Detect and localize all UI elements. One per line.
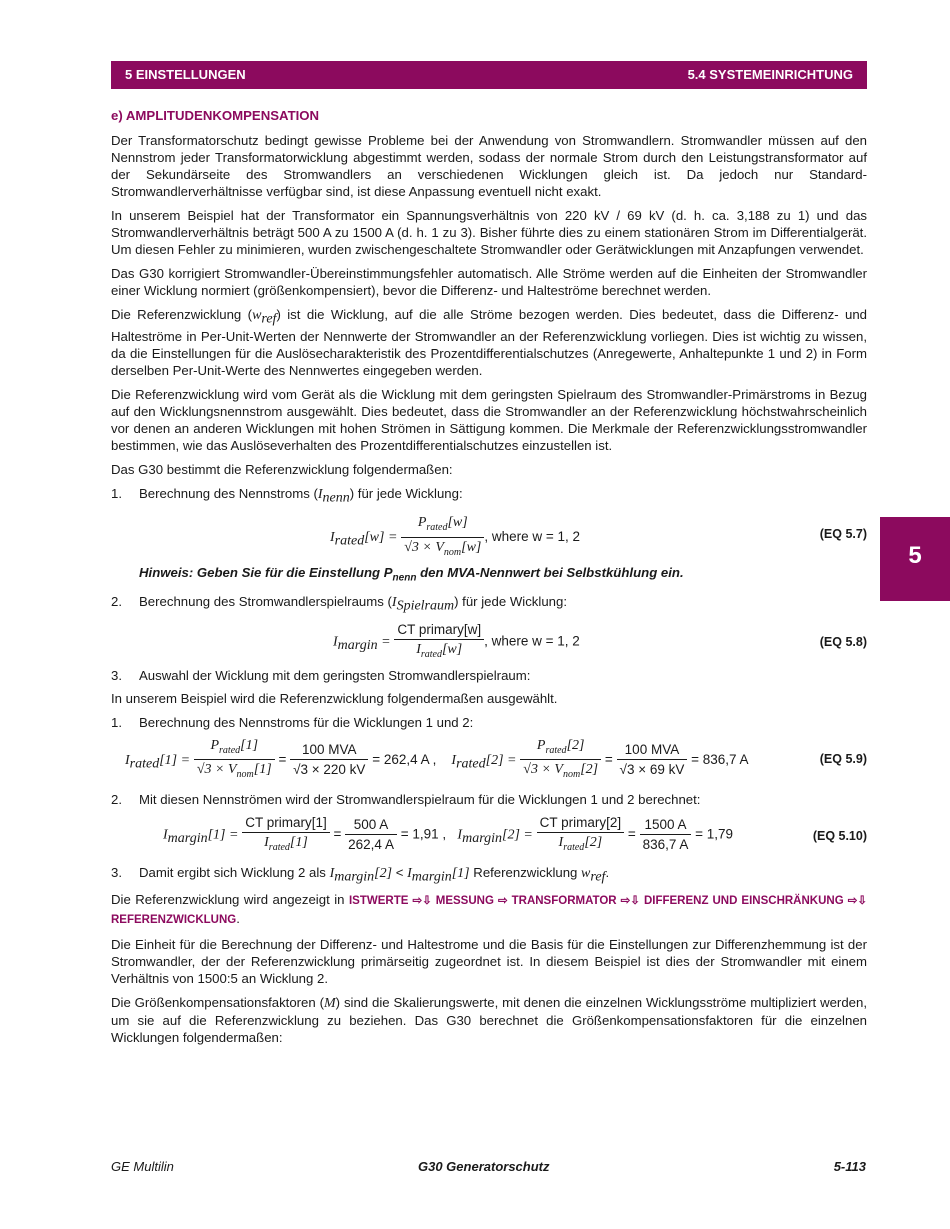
math-text: < <box>392 864 408 880</box>
math-sub: rated <box>334 533 365 549</box>
math-text: = 1,91 , <box>400 826 447 842</box>
list-item: 3. Damit ergibt sich Wicklung 2 als $I_{margin}[2] < I_{margin}[1]$ Referenzwicklung $w_{ref}$. <box>111 864 610 885</box>
math-sub: nenn <box>322 490 350 506</box>
math-sub: margin <box>411 869 452 885</box>
math-var: M <box>324 996 336 1012</box>
math-var: I <box>329 865 335 881</box>
math-var: I <box>163 827 168 843</box>
math-sub: rated <box>420 648 442 660</box>
numerator: $P_{rated}[1]$ <box>194 737 275 761</box>
math-text: , where w = 1, 2 <box>484 633 580 649</box>
numerator: CT primary[1] <box>242 814 330 833</box>
math-var: I <box>416 641 421 657</box>
math-sub: rated <box>456 756 486 772</box>
note <box>139 564 867 587</box>
math-sub: margin <box>167 830 208 846</box>
fraction <box>290 741 368 778</box>
fraction <box>640 816 692 853</box>
math-sub: nenn <box>392 572 417 584</box>
math-sub: ref <box>261 311 277 327</box>
math-sub: Spielraum <box>396 598 455 614</box>
math-text: , where w = 1, 2 <box>484 529 581 545</box>
equation-label: (EQ 5.10) <box>812 828 867 843</box>
denominator: √3 × 220 kV <box>293 762 366 778</box>
math-text: √3 × <box>523 762 555 778</box>
denominator: $I_{rated}[2]$ <box>558 834 603 853</box>
math-var: I <box>391 594 397 610</box>
math-var: P <box>383 565 393 581</box>
text-span: Damit ergibt sich Wicklung 2 als <box>139 864 330 880</box>
math-text: [2] <box>584 834 603 850</box>
math-sub: margin <box>334 869 375 885</box>
fraction <box>394 621 484 663</box>
math-text: = 262,4 A , <box>372 751 437 767</box>
text-span: Die Größenkompensationsfaktoren ( <box>111 995 324 1011</box>
paragraph <box>111 994 867 1046</box>
paragraph: Die Einheit für die Berechnung der Differenz- und Haltestrome und die Basis für die Einstellungen zur Differenzhemmung ist der Stromwandler, der der Referenzwicklung primärseitig zugeordnet ist. In diesem Beispiel ist dies der Stromwandler mit einem Verhältnis von 1500:5 an Wicklung 2. <box>111 937 867 987</box>
list-item <box>111 485 867 507</box>
menu-path-item[interactable]: ISTWERTE <box>348 895 409 908</box>
header-chapter: 5 EINSTELLUNGEN <box>125 67 246 82</box>
equation-label: (EQ 5.7) <box>819 527 867 542</box>
paragraph: Das G30 bestimmt die Referenzwicklung folgendermaßen: <box>111 461 453 477</box>
math-sub: margin <box>337 637 378 653</box>
list-item <box>111 791 867 808</box>
math-var: V <box>435 540 444 556</box>
equation-label: (EQ 5.9) <box>819 751 867 766</box>
math-text: = <box>377 634 391 650</box>
paragraph: In unserem Beispiel wird die Referenzwicklung folgendermaßen ausgewählt. <box>111 690 558 706</box>
math-var: P <box>417 515 427 531</box>
numerator: CT primary[2] <box>537 814 625 833</box>
menu-path-item[interactable]: DIFFERENZ UND EINSCHRÄNKUNG <box>643 895 844 908</box>
denominator: $√3 \times V_{nom}[1]$ <box>196 762 272 781</box>
numerator: CT primary[w] <box>394 621 484 640</box>
math-text: [2] <box>580 762 599 778</box>
denominator <box>401 538 484 561</box>
math-sub: nom <box>443 546 462 558</box>
denominator: 836,7 A <box>642 836 689 852</box>
math-text: = <box>278 751 287 767</box>
header-section: 5.4 SYSTEMEINRICHTUNG <box>687 67 853 82</box>
math-text: = <box>333 826 342 842</box>
text-span: ) ist die Wicklung, auf die alle Ströme bezogen werden. Dies bedeutet, dass die Differenz- und Halteströme in Per-Unit-Werten der Nennwerte der Stromwandler an der Referenzwicklung vorliegen. Dies ist wichtig zu wissen, da die Einstellungen für die Auslösecharakteristik des Prozentdifferentialschutzes (Anregewerte, Anhaltepunkte 1 und 2) in Form derselben Per-Unit-Werte des Nennwertes eingegeben werden. <box>111 307 867 378</box>
list-item <box>111 714 867 731</box>
page-header <box>111 61 867 89</box>
math-var: I <box>125 752 130 768</box>
list-number: 2. <box>111 593 122 609</box>
equation-body <box>163 814 733 856</box>
list-number: 3. <box>111 864 122 880</box>
math-text: [1] <box>451 865 470 881</box>
fraction <box>194 737 275 784</box>
menu-path-item[interactable]: TRANSFORMATOR <box>511 895 617 908</box>
numerator: 500 A <box>345 816 397 835</box>
numerator: 100 MVA <box>617 741 688 760</box>
text-span: Referenzwicklung <box>469 864 582 880</box>
fraction <box>617 741 688 778</box>
arrow-right-down-icon: ⇨⇩ <box>847 895 867 908</box>
math-text: [1] = <box>159 752 191 768</box>
fraction <box>345 816 397 853</box>
list-number: 3. <box>111 667 122 683</box>
math-text: [w] <box>461 540 482 556</box>
math-var: I <box>333 634 338 650</box>
list-number: 1. <box>111 485 122 501</box>
paragraph: Das G30 korrigiert Stromwandler-Übereinstimmungsfehler automatisch. Alle Ströme werden auf die Einheiten der Stromwandler einer Wicklung normiert (größenkompensiert), bevor die Differenz- und Halteströme berechnet werden. <box>111 266 867 298</box>
math-text: [1] <box>253 762 272 778</box>
equation-body <box>330 514 580 561</box>
text-span: Hinweis: Geben Sie für die Einstellung <box>139 565 384 581</box>
text-span: ) sind die Skalierungswerte, mit denen die einzelnen Wicklungsströme multipliziert werden, um sie auf die Referenzwicklung zu beziehen. Das G30 berechnet die Größenkompensationsfaktoren für die einzelnen Wicklungen folgendermaßen: <box>111 995 867 1046</box>
menu-path-item[interactable]: REFERENZWICKLUNG <box>111 914 237 927</box>
math-var: I <box>317 486 323 502</box>
math-text: √3 × <box>196 762 228 778</box>
math-text: [2] <box>566 737 585 753</box>
math-text: √3 × <box>404 540 436 556</box>
fraction <box>520 737 601 784</box>
text-span: ) für jede Wicklung: <box>454 593 567 609</box>
denominator: $I_{rated}[1]$ <box>264 834 308 853</box>
math-text: [1] <box>240 737 259 753</box>
math-text: [w] <box>441 641 463 657</box>
arrow-right-down-icon: ⇨⇩ <box>620 895 640 908</box>
math-text: = <box>604 751 613 767</box>
list-item <box>111 667 867 684</box>
math-text: [1] <box>289 834 308 850</box>
chapter-tab[interactable]: 5 <box>880 517 950 601</box>
fraction <box>242 814 330 856</box>
paragraph: Der Transformatorschutz bedingt gewisse Probleme bei der Anwendung von Stromwandlern. Stromwandler müssen auf den Nennstrom jeder Transformatorwicklung abgestimmt werden, sodass der normale Strom durch den Leistungstransformator auf der Sekundärseite des Stromwandlers an verschiedenen Wicklungen gleich ist. Da jedoch nur Standard-Stromwandlerverhältnisse verfügbar sind, ist diese Anpassung eventuell nicht exakt. <box>111 133 867 199</box>
math-var: I <box>330 530 335 546</box>
footer-title: G30 Generatorschutz <box>418 1159 550 1174</box>
text-span: ) für jede Wicklung: <box>349 485 463 501</box>
equation-5-9 <box>111 737 867 785</box>
text-span: Mit diesen Nennströmen wird der Stromwandlerspielraum für die Wicklungen 1 und 2 berechnet: <box>139 791 701 807</box>
text-span: den MVA-Nennwert bei Selbstkühlung ein. <box>416 565 684 581</box>
math-text: = <box>627 826 636 842</box>
math-text: [w] = <box>364 530 398 546</box>
text-span: Berechnung des Stromwandlerspielraums ( <box>139 593 392 609</box>
text-span: Berechnung des Nennstroms für die Wicklungen 1 und 2: <box>139 714 474 730</box>
denominator: 262,4 A <box>348 836 394 852</box>
page-content <box>111 107 867 1053</box>
math-var: w <box>581 865 591 881</box>
math-var: w <box>252 308 262 323</box>
math-text: [2] <box>374 865 393 881</box>
math-var: I <box>407 865 412 881</box>
numerator: 100 MVA <box>290 741 368 760</box>
math-sub: ref <box>590 869 606 885</box>
list-item <box>111 593 867 615</box>
math-sub: rated <box>129 756 160 772</box>
math-sub: margin <box>462 830 503 846</box>
equation-5-7 <box>111 512 867 558</box>
arrow-right-icon: ⇨ <box>497 895 508 908</box>
math-text: = 1,79 <box>695 826 734 842</box>
paragraph <box>111 306 867 379</box>
section-title: e) AMPLITUDENKOMPENSATION <box>111 108 320 123</box>
text-span: Berechnung des Nennstroms ( <box>139 485 318 501</box>
denominator: $√3 \times V_{nom}[2]$ <box>523 762 599 781</box>
text-span: Die Referenzwicklung wird angezeigt in <box>111 892 349 908</box>
math-text: [2] = <box>485 752 517 768</box>
denominator <box>394 640 484 663</box>
fraction <box>401 514 484 561</box>
text-span: Auswahl der Wicklung mit dem geringsten Stromwandlerspielraum: <box>139 667 531 683</box>
math-var: I <box>451 752 457 768</box>
footer-page-number: 5-113 <box>833 1159 866 1174</box>
numerator: $P_{rated}[2]$ <box>520 737 601 761</box>
math-text: [w] <box>447 515 468 531</box>
equation-body <box>333 621 580 663</box>
paragraph: Die Referenzwicklung wird vom Gerät als die Wicklung mit dem geringsten Spielraum des Stromwandler-Primärstroms in Bezug auf den Wicklungsnennstrom ausgewählt. Dies bedeutet, dass die Stromwandler an der Referenzwicklung höchstwahrscheinlich vor denen an anderen Wicklungen mit hohen Strömen in Sättigung kommen. Die Merkmale der Referenzwicklungsstromwandler bestimmen, wie das Auslöseverhalten des Prozentdifferentialschutzes einzustellen ist. <box>111 386 867 453</box>
paragraph: Die Referenzwicklung wird angezeigt in ISTWERTE ⇨⇩ MESSUNG ⇨ TRANSFORMATOR ⇨⇩ DIFFERENZ UND EINSCHRÄNKUNG ⇨⇩ REFERENZWICKLUNG. <box>111 892 867 927</box>
math-sub: rated <box>426 522 448 534</box>
list-number: 1. <box>111 714 122 730</box>
paragraph: In unserem Beispiel hat der Transformator ein Spannungsverhältnis von 220 kV / 69 kV (d. h. ca. 3,188 zu 1) und das Stromwandlerverhältnis beträgt 500 A zu 1500 A (d. h. 1 zu 3). Bisher führte dies zu einem stationären Strom im Differentialgerät. Um diesen Fehler zu minimieren, wurden zwischengeschaltete Stromwandler oder Gerätwicklungen mit Anzapfungen verwendet. <box>111 208 867 257</box>
numerator <box>401 514 484 538</box>
equation-label: (EQ 5.8) <box>819 634 867 649</box>
footer-company: GE Multilin <box>111 1159 174 1174</box>
denominator: √3 × 69 kV <box>619 762 685 778</box>
fraction <box>537 814 625 856</box>
arrow-right-down-icon: ⇨⇩ <box>412 895 432 908</box>
text-span: Die Referenzwicklung ( <box>111 307 253 322</box>
math-text: [1] = <box>207 827 239 843</box>
math-text: [2] = <box>502 827 533 843</box>
numerator: 1500 A <box>640 816 692 835</box>
equation-5-8 <box>111 621 867 661</box>
equation-5-10 <box>111 814 867 858</box>
equation-body <box>125 737 749 784</box>
menu-path-item[interactable]: MESSUNG <box>435 895 494 908</box>
list-number: 2. <box>111 791 122 807</box>
math-var: I <box>457 827 463 843</box>
math-text: = 836,7 A <box>691 751 749 767</box>
